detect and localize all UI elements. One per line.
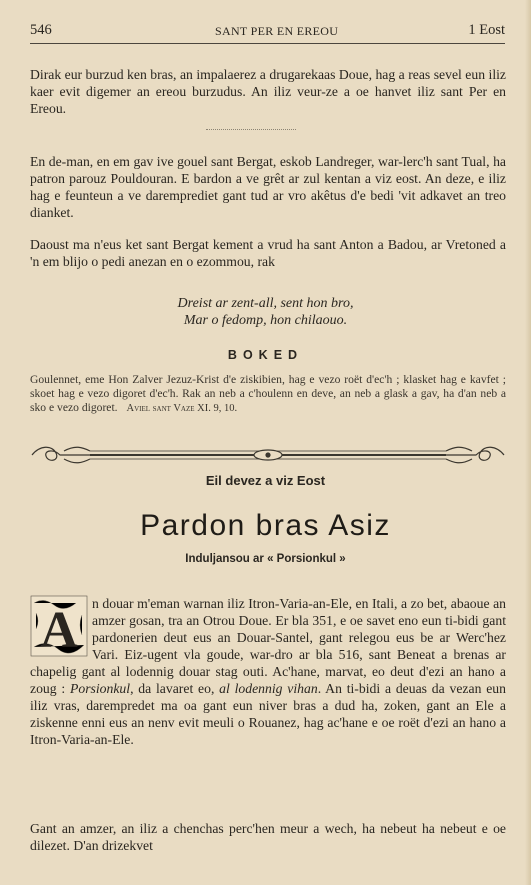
ornamental-divider: [30, 441, 506, 469]
page-edge: [525, 0, 531, 885]
boked-text: [30, 373, 506, 416]
header-rule: [30, 43, 505, 44]
verse-line-2: Mar o fedomp, hon chilaouo.: [183, 313, 348, 328]
chapter-title: Pardon bras Asiz: [140, 509, 391, 542]
paragraph-2: En de-man, en em gav ive gouel sant Bergat, eskob Landreger, war-lerc'h sant Tual, ha patron parouz Pouldouran. E bardon a ve grêt ar zul kentan a viz eost. An deze, e iliz hag e feunteun a ve daremprediet gant tud ar vro akêtus d'e bedi 'vit adkavet an treo dianket.: [30, 154, 506, 220]
paragraph-1: Dirak eur burzud ken bras, an impalaerez a drugarekaas Doue, hag a reas sevel eun iliz kaer evit digemer an ereou burzudus. An iliz veur-ze a oe hanvet iliz sant Per en Ereou.: [30, 67, 506, 116]
main-paragraph-text-c: . An ti-bidi a deuas da vezan eun iliz vras, darempredet ma oa gant eun niver bras a dud ha, zoken, gant an Ele a ziskenne enni eus an nenv evit meuli o Rouanez, hag ac'hane e oe roët d'ezi an hano a Itron-Varia-an-Ele.: [30, 681, 506, 747]
chapter-subtitle: Induljansou ar « Porsionkul »: [185, 553, 346, 565]
boked-reference: Aviel sant Vaze XI. 9, 10.: [126, 403, 238, 414]
chapter-date: 1 Eost: [468, 22, 505, 38]
boked-quote: Goulennet, eme Hon Zalver Jezuz-Krist d'e ziskibien, hag e vezo roët d'ec'h ; klasket hag e kavfet ; skoet hag e vezo digoret d'ec'h. Rak an neb a c'houlenn en deve, an neb a glask a gav, ha d'an neb a sko e vezo digoret.: [30, 373, 506, 414]
main-paragraph-text-a: n douar m'eman warnan iliz Itron-Varia-an-Ele, en Itali, a zo bet, abaoue an amzer gosan, tra an Otrou Doue. Er bla 351, e oe savet eno eun ti-bidi gant pardonerien deut eus an Douar-Santel, gant relegou eus be ar Werc'hez Vari. Eiz-ugent vla goude, war-dro ar bla 516, sant Beneat a brenas ar chapelig gant al lodennig douar stag outi. Ac'hane, marvat, eo deut d'ezi an hano a zoug :: [30, 596, 506, 696]
page-number: 546: [30, 22, 52, 38]
paragraph-3: Daoust ma n'eus ket sant Bergat kement a vrud ha sant Anton a Badou, ar Vretoned a 'n em blijo o pedi anezan en o ezommou, rak: [30, 237, 506, 269]
page-header: [30, 22, 505, 42]
running-title: SANT PER EN EREOU: [215, 24, 339, 38]
day-heading: Eil devez a viz Eost: [205, 473, 326, 488]
main-paragraph-text-b: , da lavaret eo,: [130, 681, 220, 696]
main-paragraph-italic-2: al lodennig vihan: [219, 681, 318, 696]
boked-heading: BOKED: [227, 348, 304, 362]
drop-cap: [30, 595, 92, 661]
verse-line-1: Dreist ar zent-all, sent hon bro,: [177, 296, 354, 311]
main-paragraph: [30, 595, 506, 748]
main-paragraph-italic-1: Porsionkul: [70, 681, 131, 696]
svg-text:A: A: [40, 602, 78, 657]
paragraph-5: Gant an amzer, an iliz a chenchas perc'hen meur a wech, ha nebeut ha nebeut e oe dilezet. D'an drizekvet: [30, 821, 506, 853]
section-separator: [206, 129, 296, 130]
